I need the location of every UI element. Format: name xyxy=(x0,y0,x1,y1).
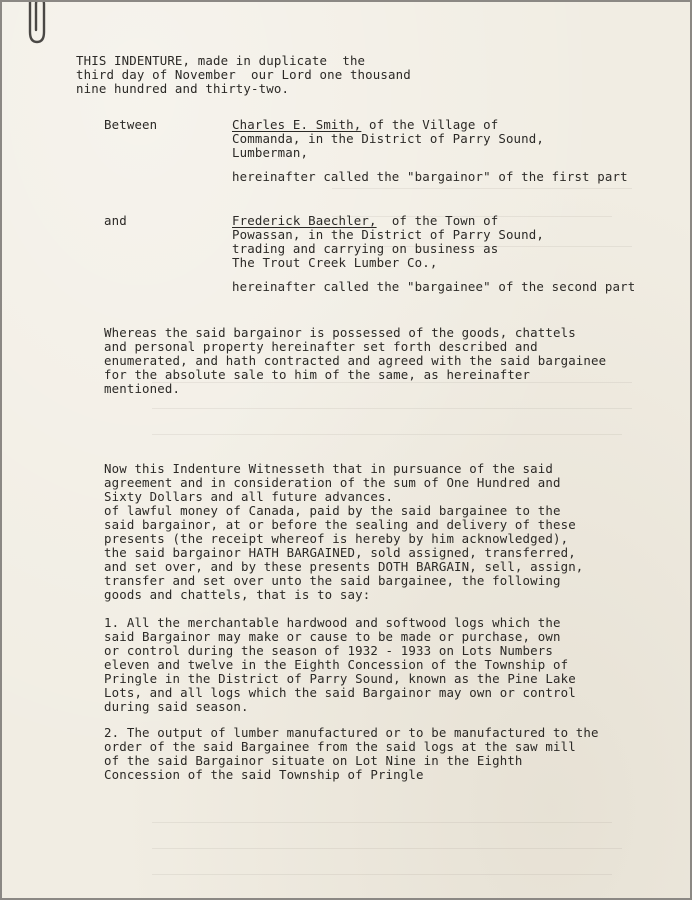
party-second-address-line: Powassan, in the District of Parry Sound, xyxy=(232,227,545,242)
bleed-through-line xyxy=(152,434,622,435)
item2-line: Concession of the said Township of Pringle xyxy=(104,767,424,782)
party-second-name: Frederick Baechler, xyxy=(232,213,377,228)
item2-line: 2. The output of lumber manufactured or to be manufactured to the xyxy=(104,725,599,740)
whereas-line: Whereas the said bargainor is possessed of the goods, chattels xyxy=(104,325,576,340)
item1-line: Pringle in the District of Parry Sound, known as the Pine Lake xyxy=(104,671,576,686)
party-first-role: hereinafter called the "bargainor" of the first part xyxy=(232,169,628,184)
whereas-line: enumerated, and hath contracted and agreed with the said bargainee xyxy=(104,353,607,368)
party-second-name-rest: of the Town of xyxy=(376,213,499,228)
bleed-through-line xyxy=(152,874,612,875)
bleed-through-line xyxy=(332,188,632,189)
witnesseth-line: Sixty Dollars and all future advances. xyxy=(104,489,394,504)
item2-line: order of the said Bargainee from the said logs at the saw mill xyxy=(104,739,576,754)
item1-line: Lots, and all logs which the said Bargainor may own or control xyxy=(104,685,576,700)
bleed-through-line xyxy=(152,382,632,383)
witnesseth-line: agreement and in consideration of the sum of One Hundred and xyxy=(104,475,561,490)
party-first-name-line xyxy=(232,118,498,132)
witnesseth-line: said bargainor, at or before the sealing and delivery of these xyxy=(104,517,576,532)
witnesseth-line: the said bargainor HATH BARGAINED, sold assigned, transferred, xyxy=(104,545,576,560)
item1-line: said Bargainor may make or cause to be made or purchase, own xyxy=(104,629,561,644)
whereas-line: mentioned. xyxy=(104,381,181,396)
item1-line: eleven and twelve in the Eighth Concession of the Township of xyxy=(104,657,569,672)
witnesseth-line: presents (the receipt whereof is hereby by him acknowledged), xyxy=(104,531,569,546)
bleed-through-line xyxy=(152,848,622,849)
party-second-address-line: The Trout Creek Lumber Co., xyxy=(232,255,438,270)
party-second-name-line xyxy=(232,214,498,228)
whereas-line: for the absolute sale to him of the same, as hereinafter xyxy=(104,367,531,382)
preamble-line: third day of November our Lord one thousand xyxy=(76,67,411,82)
preamble-line: THIS INDENTURE, made in duplicate the xyxy=(76,53,366,68)
paper-clip-icon xyxy=(24,0,50,46)
item1-line: during said season. xyxy=(104,699,249,714)
party-second-address-line: trading and carrying on business as xyxy=(232,241,499,256)
bleed-through-line xyxy=(152,822,612,823)
party-first-label: Between xyxy=(104,117,158,132)
item2-line: of the said Bargainor situate on Lot Nine in the Eighth xyxy=(104,753,523,768)
preamble-line: nine hundred and thirty-two. xyxy=(76,81,290,96)
witnesseth-line: of lawful money of Canada, paid by the said bargainee to the xyxy=(104,503,561,518)
witnesseth-line: transfer and set over unto the said bargainee, the following xyxy=(104,573,561,588)
witnesseth-line: goods and chattels, that is to say: xyxy=(104,587,371,602)
party-first-address-line: Lumberman, xyxy=(232,145,309,160)
item1-line: 1. All the merchantable hardwood and softwood logs which the xyxy=(104,615,561,630)
item1-line: or control during the season of 1932 - 1933 on Lots Numbers xyxy=(104,643,553,658)
party-first-name-rest: of the Village of xyxy=(361,117,499,132)
witnesseth-line: and set over, and by these presents DOTH BARGAIN, sell, assign, xyxy=(104,559,584,574)
whereas-line: and personal property hereinafter set forth described and xyxy=(104,339,538,354)
party-second-role: hereinafter called the "bargainee" of the second part xyxy=(232,279,636,294)
bleed-through-line xyxy=(152,408,632,409)
party-second-label: and xyxy=(104,213,127,228)
witnesseth-line: Now this Indenture Witnesseth that in pursuance of the said xyxy=(104,461,553,476)
party-first-address-line: Commanda, in the District of Parry Sound, xyxy=(232,131,545,146)
party-first-name: Charles E. Smith, xyxy=(232,117,362,132)
